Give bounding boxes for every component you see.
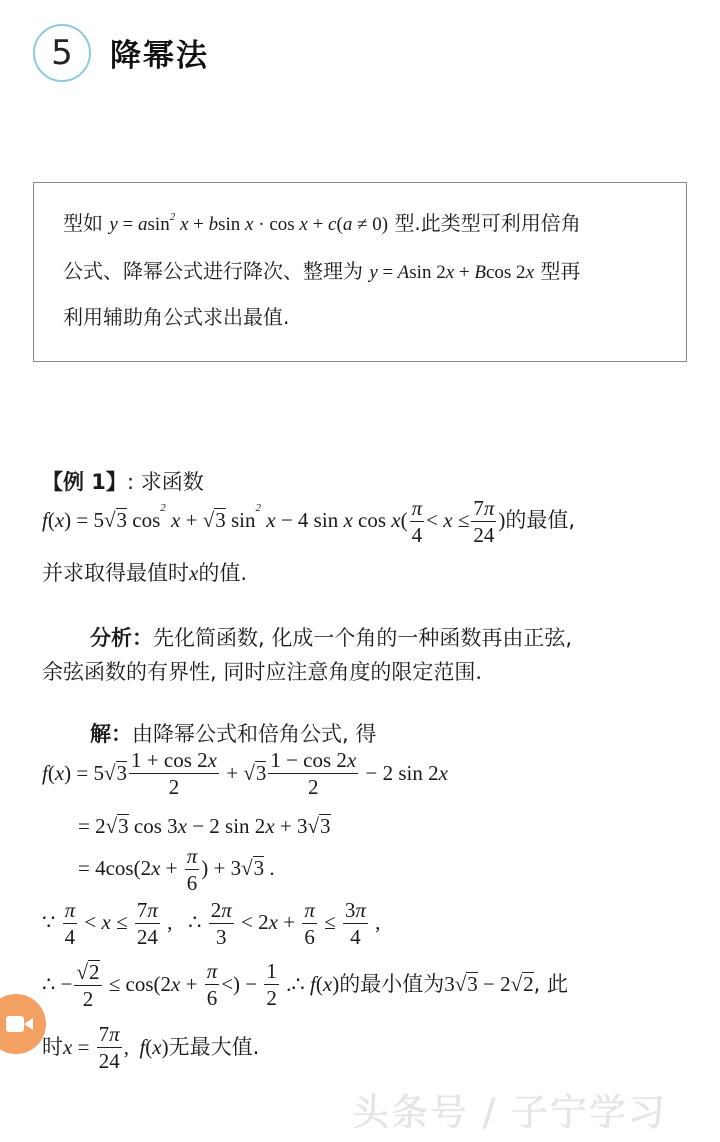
example-function-line: f(x) = 5√3 $\cos^2 x + √3$ $\sin^2 x - 4$ sin x cos x( $\frac{\pi}{4}$ < x ≤ $\frac{7\pi}{24}$ )的最值, — [42, 496, 576, 547]
method-description-box — [33, 182, 687, 362]
solution-eq-2: = 2√3 cos 3x − 2 sin 2x + 3√3 — [78, 814, 331, 838]
section-title: 降幂法 — [110, 38, 209, 74]
analysis-line-2: 余弦函数的有界性, 同时应注意角度的限定范围. — [42, 660, 483, 684]
example-line-3: 并求取得最值时x的值. — [42, 561, 248, 585]
example-intro: 【例 1】: 求函数 — [42, 470, 204, 494]
analysis-line-1: 分析：先化简函数, 化成一个角的一种函数再由正弦, — [90, 626, 573, 650]
watermark: 头条号 / 子宁学习 — [352, 1091, 667, 1134]
box-line-2: 公式、降幂公式进行降次、整理为 y = Asin 2x + Bcos 2x 型再 — [63, 259, 581, 283]
solution-label: 解： — [90, 722, 132, 746]
video-camera-icon[interactable] — [0, 994, 46, 1054]
solution-eq-1: f(x) = 5√3 $\frac{1 + \cos 2x}{2}$ + √3 $\frac{1 - \cos 2x}{2}$ − 2 sin 2x — [42, 748, 448, 799]
box-formula-1: y = asin$^2$ x + bsin x · cos x + c(a ≠ 0) — [109, 211, 389, 235]
box-line-3: 利用辅助角公式求出最值. — [63, 305, 290, 329]
example-label: 【例 1】 — [42, 470, 127, 494]
solution-eq-6: 时x = $\frac{7\pi}{24}$ , f(x)无最大值. — [42, 1022, 260, 1073]
solution-eq-3: = 4cos(2x + $\frac{\pi}{6}$ ) + 3√3 . — [78, 844, 275, 895]
example-function: f(x) = 5√3 $\cos^2 x + √3$ $\sin^2 x - 4$ sin x cos x( $\frac{\pi}{4}$ < x ≤ $\frac{7\pi}{24}$ ) — [42, 496, 506, 547]
solution-eq-5: ∴ − $\frac{√2}{2}$ ≤ cos(2x + $\frac{\pi}{6}$ <) − $\frac{1}{2}$ .∴ f(x)的最小值为3√3 − 2√2, 此 — [42, 959, 568, 1012]
section-number-badge: 5 — [33, 24, 91, 82]
solution-eq-4: ∵ $\frac{\pi}{4}$ < x ≤ $\frac{7\pi}{24}$ , ∴ $\frac{2\pi}{3}$ < 2x + $\frac{\pi}{6}$ ≤ $\frac{3\pi}{4}$ , — [42, 898, 381, 949]
box-line-1: 型如 y = asin$^2$ x + bsin x · cos x + c(a ≠ 0) 型.此类型可利用倍角 — [63, 211, 581, 235]
analysis-label: 分析： — [90, 626, 153, 650]
solution-line-1: 解：由降幂公式和倍角公式, 得 — [90, 722, 377, 746]
box-formula-2: y = Asin 2x + Bcos 2x — [369, 262, 534, 283]
